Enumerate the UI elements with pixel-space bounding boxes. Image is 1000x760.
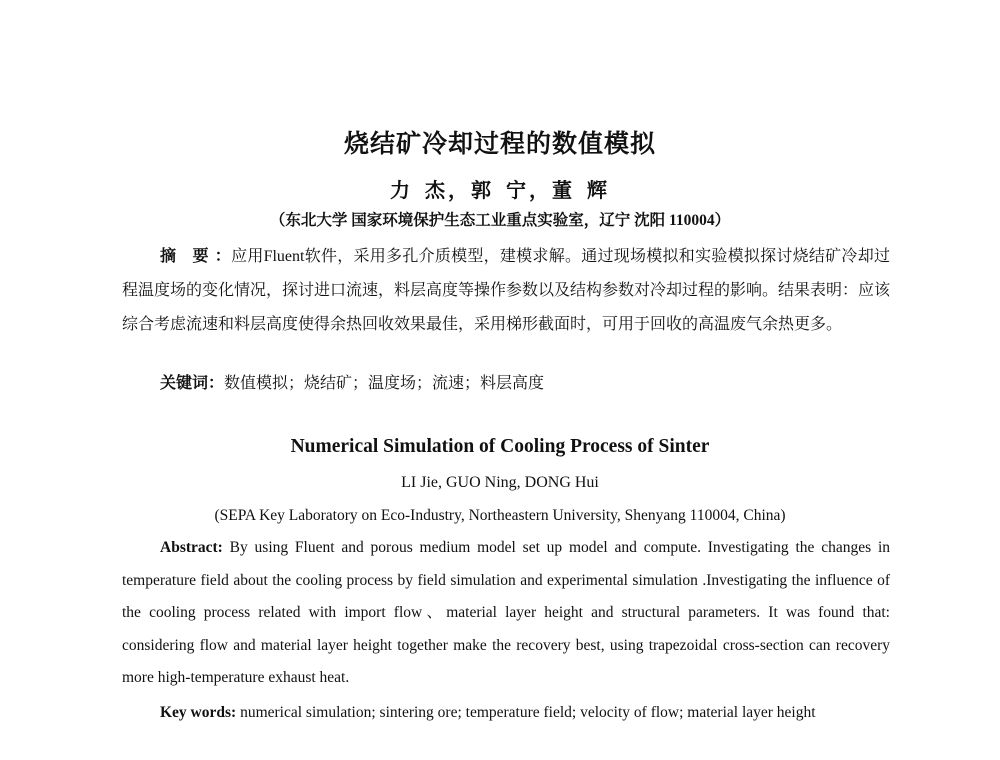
chinese-authors: 力 杰，郭 宁，董 辉 <box>390 180 610 202</box>
chinese-title: 烧结矿冷却过程的数值模拟 <box>343 131 656 158</box>
english-affiliation: (SEPA Key Laboratory on Eco-Industry, Northeastern University, Shenyang 110004, China) <box>214 507 786 524</box>
english-abstract-label: Abstract: <box>160 539 223 556</box>
chinese-keywords-colon: ： <box>208 375 225 392</box>
chinese-keywords-text: 数值模拟；烧结矿；温度场；流速；料层高度 <box>224 375 545 392</box>
english-keywords <box>122 697 890 730</box>
chinese-abstract <box>122 240 890 342</box>
chinese-keywords <box>122 371 890 397</box>
english-keywords-label: Key words: <box>160 704 237 721</box>
chinese-abstract-colon: ： <box>214 248 232 265</box>
chinese-abstract-label: 摘 要 <box>160 248 215 265</box>
chinese-abstract-text: 应用Fluent软件，采用多孔介质模型，建模求解。通过现场模拟和实验模拟探讨烧结矿冷却过程温度场的变化情况，探讨进口流速，料层高度等操作参数以及结构参数对冷却过程的影响。结果表明：应该综合考虑流速和料层高度使得余热回收效果最佳，采用梯形截面时，可用于回收的高温废气余热更多。 <box>122 248 891 333</box>
english-abstract-text: By using Fluent and porous medium model set up model and compute. Investigating the changes in temperature field about the cooling process by field simulation and experimental simulation .Investigating the influence of the cooling process related with import flow、material layer height and structural parameters. It was found that: considering flow and material layer height together make the recovery best, using trapezoidal cross-section can recovery more high-temperature exhaust heat. <box>122 539 891 686</box>
chinese-affiliation: （东北大学 国家环境保护生态工业重点实验室，辽宁 沈阳 110004） <box>269 212 731 229</box>
english-keywords-text: numerical simulation; sintering ore; temperature field; velocity of flow; material layer height <box>240 704 816 721</box>
english-authors: LI Jie, GUO Ning, DONG Hui <box>401 474 599 491</box>
english-abstract <box>122 532 890 695</box>
chinese-keywords-label: 关键词 <box>160 375 209 392</box>
english-title: Numerical Simulation of Cooling Process of Sinter <box>290 436 710 457</box>
